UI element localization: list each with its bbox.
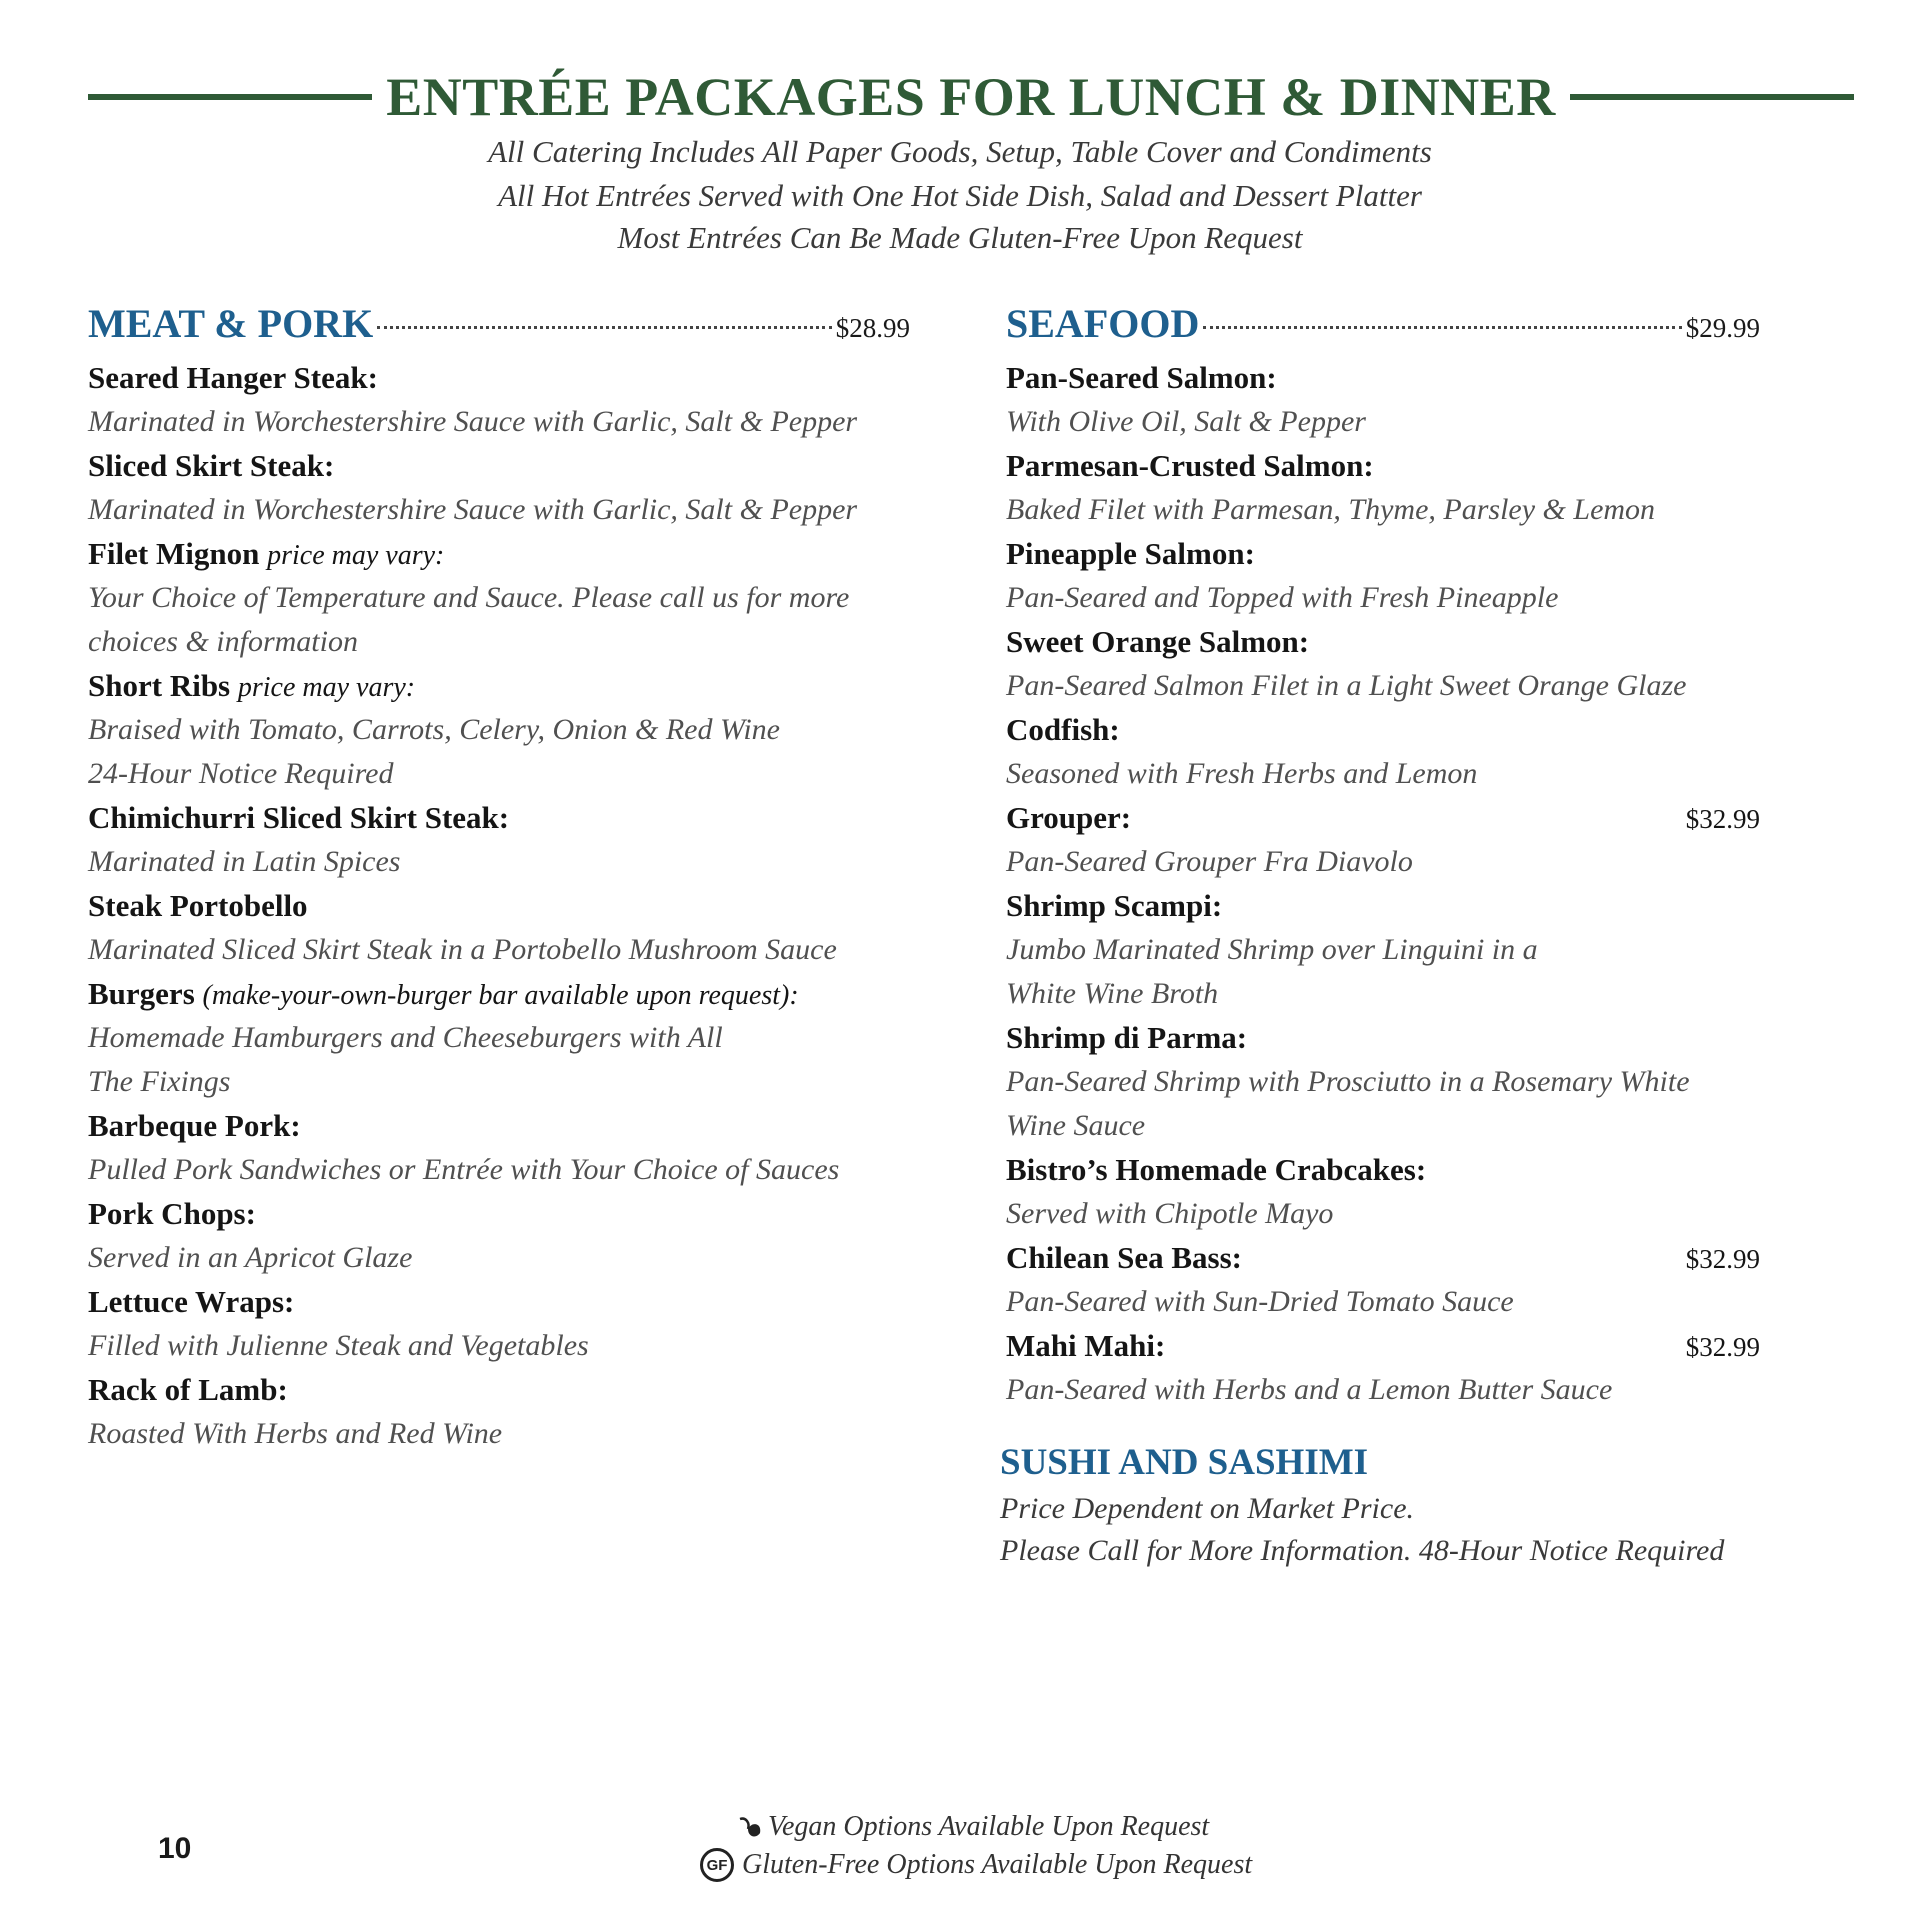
menu-item-name-row: [88, 532, 910, 576]
menu-item-description: [88, 1412, 910, 1456]
menu-item-price: $32.99: [1685, 1244, 1760, 1274]
menu-item-title: [88, 444, 334, 488]
menu-item-note: (make-your-own-burger bar available upon request):: [202, 980, 799, 1011]
menu-item-name-row: [1006, 1148, 1760, 1192]
menu-item-title: [88, 532, 444, 578]
menu-item-description: [1006, 664, 1760, 708]
menu-item-title: [88, 796, 509, 840]
menu-item-description: [88, 1324, 910, 1368]
menu-item-name-row: [88, 356, 910, 400]
page-header: [88, 64, 1854, 130]
menu-item-description: [88, 708, 910, 796]
menu-item-title: [1006, 444, 1374, 488]
menu-item-price: $32.99: [1685, 1332, 1760, 1362]
menu-item-title: [88, 356, 378, 400]
menu-item-list: [88, 356, 910, 1456]
menu-item-price: $32.99: [1685, 804, 1760, 834]
menu-item-name: Steak Portobello: [88, 888, 308, 923]
menu-item-name: Parmesan-Crusted Salmon:: [1006, 448, 1374, 483]
menu-item: [1006, 796, 1760, 884]
description-line: Seasoned with Fresh Herbs and Lemon: [1006, 757, 1478, 790]
page-title: ENTRÉE PACKAGES FOR LUNCH & DINNER: [386, 67, 1556, 127]
meat-pork-section: [88, 300, 910, 1456]
menu-item: [1006, 1236, 1760, 1324]
menu-item-title: [1006, 356, 1277, 400]
menu-item-description: [1006, 576, 1760, 620]
menu-item-description: [1006, 928, 1760, 1016]
section-header: [1006, 300, 1760, 356]
section-price: $28.99: [835, 313, 910, 343]
menu-item-name-row: [88, 664, 910, 708]
menu-item-description: [1006, 488, 1760, 532]
menu-item-note: price may vary:: [237, 672, 416, 703]
menu-item-title: [1006, 1016, 1247, 1060]
menu-item-name: Rack of Lamb:: [88, 1372, 288, 1407]
description-line: Pan-Seared with Herbs and a Lemon Butter Sauce: [1006, 1373, 1613, 1406]
leaf-icon: [736, 1813, 764, 1841]
header-note: All Hot Entrées Served with One Hot Side Dish, Salad and Dessert Platter: [498, 178, 1422, 213]
menu-item-title: [1006, 1324, 1165, 1368]
menu-item: [88, 1192, 910, 1280]
menu-item: [1006, 620, 1760, 708]
menu-item-name: Chimichurri Sliced Skirt Steak:: [88, 800, 510, 835]
description-line: Pan-Seared Shrimp with Prosciutto in a Rosemary White: [1006, 1065, 1690, 1098]
menu-item: [1006, 356, 1760, 444]
description-line: Served in an Apricot Glaze: [88, 1241, 413, 1274]
footer-notes: [700, 1808, 1252, 1884]
menu-item-description: [1006, 1280, 1760, 1324]
menu-item-name: Pan-Seared Salmon:: [1006, 360, 1277, 395]
menu-item: [88, 532, 910, 664]
description-line: Served with Chipotle Mayo: [1006, 1197, 1334, 1230]
menu-item-name: Sliced Skirt Steak:: [88, 448, 335, 483]
section-title: SEAFOOD: [1006, 301, 1200, 346]
menu-item-title: [1006, 884, 1222, 928]
menu-item-title: [1006, 620, 1309, 664]
menu-item-description: [88, 400, 910, 444]
menu-item-title: [88, 972, 799, 1018]
menu-item: [1006, 1324, 1760, 1412]
menu-item-description: [88, 1148, 910, 1192]
description-line: Marinated Sliced Skirt Steak in a Portobello Mushroom Sauce: [88, 933, 837, 966]
menu-item: [88, 884, 910, 972]
dot-leader: [377, 326, 832, 329]
menu-item-name: Barbeque Pork:: [88, 1108, 301, 1143]
menu-item-name: Shrimp di Parma:: [1006, 1020, 1248, 1055]
section-title: MEAT & PORK: [88, 301, 374, 346]
menu-item-name: Seared Hanger Steak:: [88, 360, 378, 395]
menu-item-name-row: [88, 884, 910, 928]
menu-item-title: [1006, 796, 1131, 840]
menu-item-name: Pineapple Salmon:: [1006, 536, 1255, 571]
menu-item-name: Sweet Orange Salmon:: [1006, 624, 1310, 659]
menu-item-name-row: [88, 1104, 910, 1148]
menu-item-title: [1006, 1236, 1242, 1280]
menu-item-name: Grouper:: [1006, 800, 1132, 835]
menu-item-name: Filet Mignon: [88, 536, 260, 571]
menu-item-name: Mahi Mahi:: [1006, 1328, 1166, 1363]
vegan-note: [700, 1808, 1252, 1846]
menu-item: [1006, 884, 1760, 1016]
menu-item-name-row: [1006, 884, 1760, 928]
menu-item-title: [1006, 708, 1120, 752]
description-line: Roasted With Herbs and Red Wine: [88, 1417, 503, 1450]
menu-item-name-row: [88, 1280, 910, 1324]
menu-item-description: [1006, 840, 1760, 884]
description-line: White Wine Broth: [1006, 977, 1219, 1010]
description-line: Your Choice of Temperature and Sauce. Please call us for more: [88, 581, 850, 614]
description-line: Braised with Tomato, Carrots, Celery, Onion & Red Wine: [88, 713, 780, 746]
menu-item: [88, 356, 910, 444]
description-line: Pulled Pork Sandwiches or Entrée with Your Choice of Sauces: [88, 1153, 840, 1186]
menu-item-description: [1006, 1368, 1760, 1412]
menu-item-description: [88, 488, 910, 532]
menu-item-name-row: [1006, 1016, 1760, 1060]
description-line: Pan-Seared and Topped with Fresh Pineapple: [1006, 581, 1559, 614]
menu-item-name-row: [88, 972, 910, 1016]
sushi-note: Price Dependent on Market Price.: [1000, 1492, 1415, 1525]
menu-item-description: [1006, 400, 1760, 444]
seafood-section: [1000, 300, 1760, 1572]
description-line: Pan-Seared Grouper Fra Diavolo: [1006, 845, 1413, 878]
menu-item-name-row: [1006, 1236, 1760, 1280]
description-line: Marinated in Worchestershire Sauce with Garlic, Salt & Pepper: [88, 405, 858, 438]
description-line: Marinated in Worchestershire Sauce with Garlic, Salt & Pepper: [88, 493, 858, 526]
menu-item-name: Short Ribs: [88, 668, 231, 703]
menu-item-name-row: [88, 796, 910, 840]
menu-item: [88, 796, 910, 884]
sushi-section-title: SUSHI AND SASHIMI: [1000, 1442, 1369, 1483]
description-line: Filled with Julienne Steak and Vegetables: [88, 1329, 589, 1362]
header-notes: [300, 130, 1620, 258]
menu-item-title: [1006, 1148, 1426, 1192]
menu-item-name: Shrimp Scampi:: [1006, 888, 1223, 923]
description-line: Pan-Seared with Sun-Dried Tomato Sauce: [1006, 1285, 1514, 1318]
dot-leader: [1203, 326, 1681, 329]
description-line: Jumbo Marinated Shrimp over Linguini in a: [1006, 933, 1538, 966]
menu-item-description: [1006, 1192, 1760, 1236]
description-line: Marinated in Latin Spices: [88, 845, 401, 878]
menu-item-description: [88, 1236, 910, 1280]
menu-item-name: Codfish:: [1006, 712, 1120, 747]
gf-note: [700, 1846, 1252, 1884]
menu-item-title: [88, 884, 308, 928]
menu-item: [1006, 444, 1760, 532]
description-line: Wine Sauce: [1006, 1109, 1146, 1142]
menu-item: [1006, 708, 1760, 796]
description-line: choices & information: [88, 625, 358, 658]
menu-item-description: [88, 576, 910, 664]
section-price: $29.99: [1685, 313, 1760, 343]
vegan-note-text: Vegan Options Available Upon Request: [768, 1811, 1210, 1842]
menu-item: [88, 972, 910, 1104]
menu-item-list: [1006, 356, 1760, 1412]
menu-item: [88, 1104, 910, 1192]
menu-item-name: Bistro’s Homemade Crabcakes:: [1006, 1152, 1427, 1187]
menu-item-description: [1006, 1060, 1760, 1148]
section-header: [88, 300, 910, 356]
menu-item-description: [1006, 752, 1760, 796]
menu-item-name: Chilean Sea Bass:: [1006, 1240, 1242, 1275]
description-line: 24-Hour Notice Required: [88, 757, 394, 790]
menu-item-description: [88, 1016, 910, 1104]
menu-item-title: [88, 1368, 288, 1412]
menu-item-name-row: [1006, 532, 1760, 576]
menu-item-name-row: [1006, 708, 1760, 752]
header-note: All Catering Includes All Paper Goods, Setup, Table Cover and Condiments: [488, 134, 1432, 169]
menu-item-title: [88, 1280, 294, 1324]
menu-item-title: [88, 664, 415, 710]
menu-item-name-row: [88, 444, 910, 488]
menu-item: [88, 664, 910, 796]
menu-item: [88, 444, 910, 532]
menu-item-name: Lettuce Wraps:: [88, 1284, 295, 1319]
sushi-note: Please Call for More Information. 48-Hour Notice Required: [1000, 1534, 1725, 1567]
menu-item-name: Pork Chops:: [88, 1196, 256, 1231]
menu-item: [88, 1368, 910, 1456]
menu-item-title: [88, 1104, 301, 1148]
menu-item-name: Burgers: [88, 976, 195, 1011]
menu-item-name-row: [1006, 796, 1760, 840]
gf-circle-icon: GF: [700, 1848, 734, 1882]
description-line: Baked Filet with Parmesan, Thyme, Parsley & Lemon: [1006, 493, 1656, 526]
menu-item-name-row: [88, 1368, 910, 1412]
menu-item-name-row: [1006, 444, 1760, 488]
description-line: With Olive Oil, Salt & Pepper: [1006, 405, 1366, 438]
title-rule-left: [88, 94, 372, 100]
description-line: The Fixings: [88, 1065, 231, 1098]
header-note: Most Entrées Can Be Made Gluten-Free Upon Request: [617, 220, 1303, 255]
menu-item-title: [88, 1192, 256, 1236]
menu-item-note: price may vary:: [267, 540, 445, 571]
gf-note-text: Gluten-Free Options Available Upon Request: [742, 1849, 1253, 1880]
menu-item: [1006, 1016, 1760, 1148]
menu-item-name-row: [88, 1192, 910, 1236]
title-rule-right: [1570, 94, 1854, 100]
menu-item-description: [88, 840, 910, 884]
menu-item-description: [88, 928, 910, 972]
menu-item-name-row: [1006, 620, 1760, 664]
menu-item: [1006, 532, 1760, 620]
description-line: Homemade Hamburgers and Cheeseburgers with All: [88, 1021, 723, 1054]
description-line: Pan-Seared Salmon Filet in a Light Sweet Orange Glaze: [1006, 669, 1687, 702]
menu-item: [1006, 1148, 1760, 1236]
menu-item-title: [1006, 532, 1255, 576]
menu-item-name-row: [1006, 1324, 1760, 1368]
page-number: 10: [158, 1832, 192, 1865]
menu-item: [88, 1280, 910, 1368]
menu-item-name-row: [1006, 356, 1760, 400]
